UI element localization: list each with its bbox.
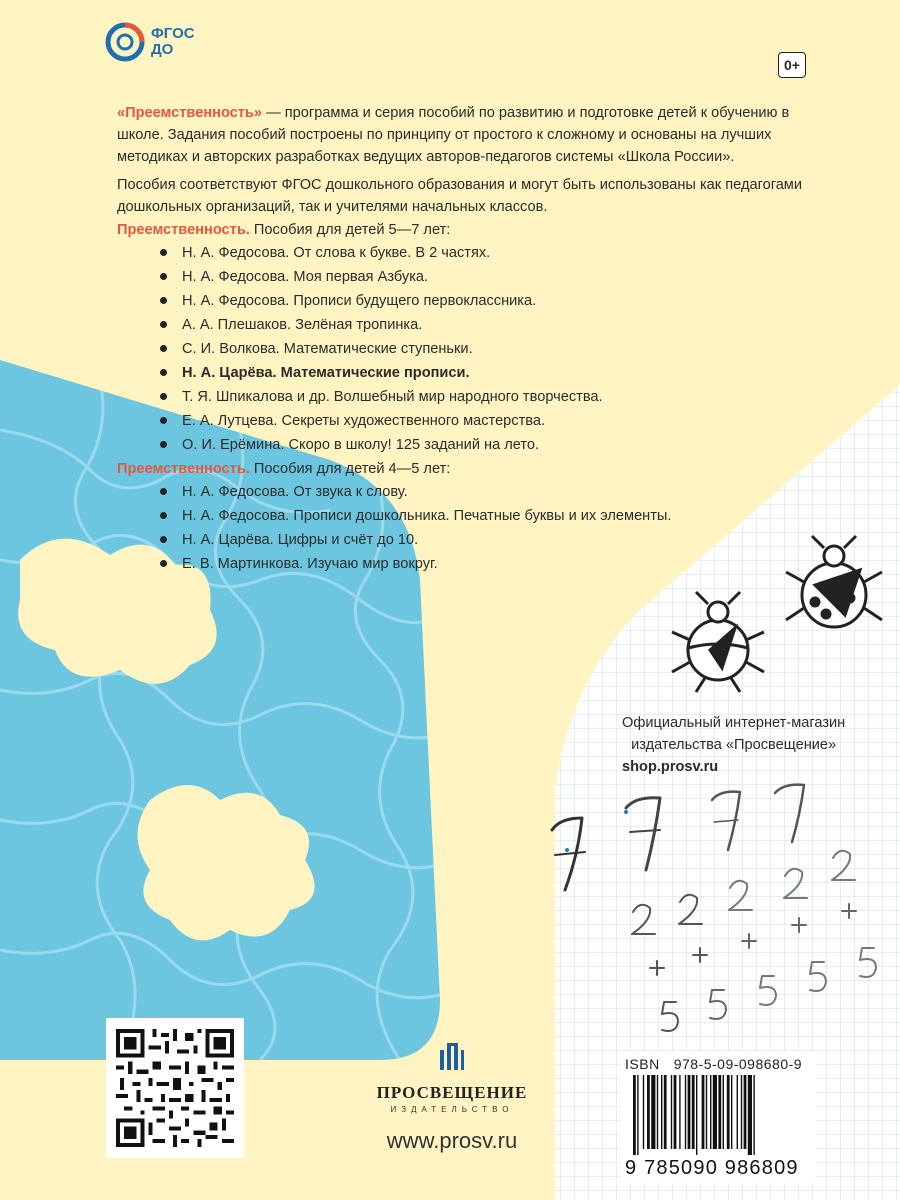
barcode-bar [702, 1075, 705, 1149]
isbn-label: ISBN 978-5-09-098680-9 [625, 1056, 803, 1072]
list-item: Н. А. Федосова. От слова к букве. В 2 частях. [150, 243, 603, 267]
barcode-bar [643, 1075, 644, 1149]
section-2-heading: Преемственность. Пособия для детей 4—5 лет: [117, 461, 451, 477]
barcode-bar [671, 1075, 672, 1149]
online-shop-info [622, 712, 845, 778]
barcode-bar [692, 1075, 695, 1149]
list-item: Н. А. Федосова. От звука к слову. [150, 482, 671, 506]
barcode-bar [637, 1075, 638, 1155]
barcode-bar [723, 1075, 724, 1149]
age-rating-badge: 0+ [778, 52, 806, 78]
list-item: Н. А. Царёва. Цифры и счёт до 10. [150, 530, 671, 554]
shop-url-link[interactable]: shop.prosv.ru [622, 759, 719, 775]
barcode-bar [633, 1075, 636, 1155]
list-item: О. И. Ерёмина. Скоро в школу! 125 заданий на лето. [150, 435, 603, 459]
intro-text [117, 102, 807, 224]
publisher-subtitle: ИЗДАТЕЛЬСТВО [390, 1105, 514, 1114]
list-item: Н. А. Федосова. Прописи дошкольника. Печатные буквы и их элементы. [150, 506, 671, 530]
barcode-bar [748, 1075, 752, 1155]
intro-paragraph-2: Пособия соответствуют ФГОС дошкольного образования и могут быть использованы как педагогами дошкольных организаций, так и учителями начальных классов. [117, 177, 802, 215]
barcode-bar [753, 1075, 754, 1155]
fgos-sublabel: ДО [151, 41, 174, 58]
list-item: Т. Я. Шпикалова и др. Волшебный мир народного творчества. [150, 387, 603, 411]
shop-line-1: Официальный интернет-магазин [622, 715, 846, 731]
barcode-bar [685, 1075, 686, 1149]
series-name: «Преемственность» [117, 105, 263, 121]
barcode-bar [664, 1075, 667, 1149]
fgos-label: ФГОС [151, 25, 195, 42]
section-1-heading: Преемственность. Пособия для детей 5—7 лет: [117, 222, 451, 238]
fgos-logo [105, 22, 195, 62]
barcode-bar [741, 1075, 742, 1149]
qr-code[interactable] [106, 1018, 244, 1158]
qr-code-icon [116, 1028, 234, 1148]
barcode-bar [679, 1075, 680, 1149]
barcode-bar [661, 1075, 662, 1149]
list-item-current-book: Н. А. Царёва. Математические прописи. [150, 363, 603, 387]
barcode-bar [674, 1075, 677, 1149]
list-item: А. А. Плешаков. Зелёная тропинка. [150, 315, 603, 339]
barcode-bar [651, 1075, 655, 1149]
list-item: Е. А. Лутцева. Секреты художественного мастерства. [150, 411, 603, 435]
barcode-bar [657, 1075, 658, 1149]
barcode-bar [706, 1075, 707, 1149]
barcode-bar [696, 1075, 697, 1155]
barcode-bar [710, 1075, 711, 1149]
barcode-bar [713, 1075, 717, 1149]
intro-paragraph-1: «Преемственность» — программа и серия пособий по развитию и подготовке детей к обучению в школе. Задания пособий построены по принципу от простого к сложному и основаны на лучших методиках и авторских разработках ведущих авторов-педагогов системы «Школа России». [117, 105, 790, 165]
list-item: С. И. Волкова. Математические ступеньки. [150, 339, 603, 363]
isbn-barcode-block [621, 1051, 817, 1183]
shop-line-2: издательства «Просвещение» [631, 737, 837, 753]
section-2-book-list [150, 482, 671, 578]
barcode-bar [737, 1075, 738, 1149]
publisher-emblem-icon [439, 1042, 465, 1072]
barcode-bar [744, 1075, 747, 1149]
isbn-number: 978-5-09-098680-9 [673, 1056, 803, 1072]
list-item: Н. А. Федосова. Прописи будущего первоклассника. [150, 291, 603, 315]
barcode-bar [718, 1075, 721, 1149]
barcode-digits: 9 785090 986809 [625, 1157, 799, 1179]
section-1-book-list [150, 243, 603, 459]
publisher-name: ПРОСВЕЩЕНИЕ [376, 1083, 528, 1102]
publisher-logo [362, 1042, 542, 1114]
barcode-bar [727, 1075, 730, 1149]
website-link[interactable]: www.prosv.ru [386, 1128, 518, 1153]
barcode-icon [627, 1075, 811, 1155]
list-item: Е. В. Мартинкова. Изучаю мир вокруг. [150, 554, 671, 578]
barcode-bar [688, 1075, 691, 1149]
fgos-emblem-icon [105, 22, 145, 62]
barcode-bar [647, 1075, 650, 1149]
list-item: Н. А. Федосова. Моя первая Азбука. [150, 267, 603, 291]
barcode-bar [731, 1075, 732, 1149]
